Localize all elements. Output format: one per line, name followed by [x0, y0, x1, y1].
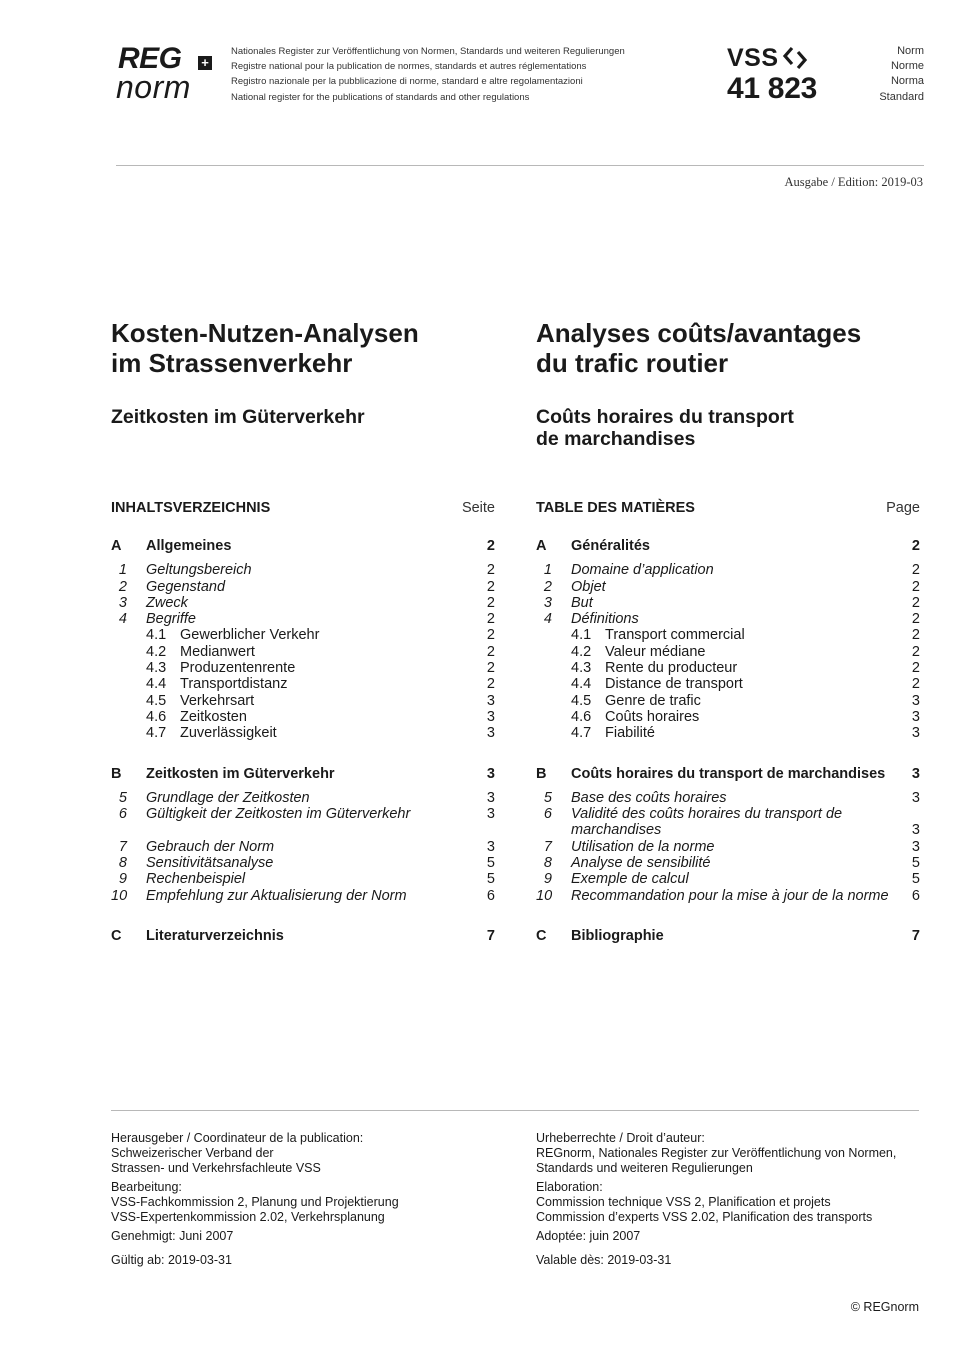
edit-label: Elaboration:: [536, 1180, 603, 1194]
toc-section-b[interactable]: [536, 766, 920, 782]
item-page: 5: [911, 855, 920, 872]
title-fr-line2: du trafic routier: [536, 348, 729, 378]
item-page: 3: [486, 789, 495, 806]
toc-page-label: Seite: [461, 500, 495, 516]
register-line-it: Registro nazionale per la pubblicazione di norme, standard e altre regolamentazioni: [231, 76, 583, 88]
toc-item[interactable]: [536, 579, 920, 595]
doc-type-it: Norma: [890, 75, 924, 88]
copyright-notice: © REGnorm: [850, 1300, 919, 1314]
item-page: 3: [486, 838, 495, 855]
item-number: 8: [118, 855, 127, 872]
item-page: 5: [486, 855, 495, 872]
toc-title: INHALTSVERZEICHNIS: [111, 500, 271, 516]
section-letter: B: [536, 765, 547, 782]
item-label: Grundlage der Zeitkosten: [146, 789, 310, 806]
register-line-fr: Registre national pour la publication de normes, standards et autres réglementations: [231, 61, 587, 73]
subitem-label: Genre de trafic: [605, 692, 701, 709]
toc-item[interactable]: [536, 595, 920, 611]
toc-subitem[interactable]: [111, 725, 495, 741]
toc-item[interactable]: [111, 806, 495, 822]
section-label: Coûts horaires du transport de marchandises: [571, 765, 886, 782]
item-number: 3: [543, 594, 552, 611]
subitem-page: 3: [486, 708, 495, 725]
valid-date: Valable dès: 2019-03-31: [536, 1253, 672, 1267]
item-number: 2: [118, 578, 127, 595]
vss-arrows-icon: [782, 46, 808, 70]
title-de: [111, 318, 495, 378]
item-label: Validité des coûts horaires du transport de marchandises: [571, 806, 843, 839]
toc-page-label: Page: [886, 500, 920, 516]
subitem-label: Zuverlässigkeit: [180, 725, 277, 742]
register-description: [231, 44, 625, 105]
toc-subitem[interactable]: [111, 693, 495, 709]
subitem-label: Coûts horaires: [605, 708, 700, 725]
toc-de: [111, 498, 495, 944]
subitem-label: Transportdistanz: [180, 676, 288, 693]
toc-subitem[interactable]: [536, 709, 920, 725]
toc-subitem[interactable]: [111, 709, 495, 725]
subitem-page: 2: [911, 676, 920, 693]
item-number: 10: [536, 887, 553, 904]
register-line-en: National register for the publications of standards and other regulations: [231, 91, 530, 103]
subitem-number: 4.6: [571, 708, 592, 725]
item-number: 2: [543, 578, 552, 595]
subitem-page: 3: [911, 692, 920, 709]
subtitle-de-line1: Zeitkosten im Güterverkehr: [111, 406, 365, 428]
item-page: 2: [486, 611, 495, 628]
item-page: 2: [486, 562, 495, 579]
item-label: Analyse de sensibilité: [571, 855, 711, 872]
toc-section-a[interactable]: [536, 538, 920, 554]
title-de-line1: Kosten-Nutzen-Analysen: [111, 318, 419, 348]
german-column: [111, 318, 495, 944]
vss-logo: [727, 44, 808, 72]
toc-section-a[interactable]: [111, 538, 495, 554]
subitem-page: 3: [911, 725, 920, 742]
subtitle-de: [111, 406, 365, 428]
item-page: 6: [911, 887, 920, 904]
toc-item[interactable]: [536, 871, 920, 887]
subitem-number: 4.3: [146, 660, 167, 677]
doc-type-en: Standard: [879, 90, 924, 103]
item-page: 3: [911, 822, 920, 839]
publisher-line: Schweizerischer Verband der: [111, 1146, 274, 1160]
copyright-line: Standards und weiteren Regulierungen: [536, 1161, 753, 1175]
toc-item[interactable]: [111, 611, 495, 627]
item-number: 7: [118, 838, 127, 855]
regnorm-logo: [116, 44, 214, 106]
subitem-label: Valeur médiane: [605, 643, 706, 660]
vss-logo-text: VSS: [727, 44, 779, 72]
subtitle-fr-line2: de marchandises: [536, 428, 696, 450]
edit-line: VSS-Fachkommission 2, Planung und Projektierung: [111, 1195, 399, 1209]
section-label: Allgemeines: [146, 538, 232, 554]
toc-item[interactable]: [536, 790, 920, 806]
subitem-label: Produzentenrente: [180, 660, 296, 677]
toc-header: [536, 498, 920, 518]
item-page: 6: [486, 887, 495, 904]
item-label: But: [571, 594, 593, 611]
subitem-number: 4.4: [146, 676, 167, 693]
section-page: 2: [911, 538, 920, 554]
item-page: 2: [911, 562, 920, 579]
item-number: 9: [118, 871, 127, 888]
toc-header: [111, 498, 495, 518]
toc-subitem[interactable]: [111, 627, 495, 643]
toc-item[interactable]: [536, 888, 920, 904]
item-page: 3: [911, 789, 920, 806]
subitem-number: 4.7: [571, 725, 592, 742]
subitem-page: 3: [486, 725, 495, 742]
item-number: 8: [543, 855, 552, 872]
item-label: Exemple de calcul: [571, 871, 689, 888]
subitem-page: 2: [911, 660, 920, 677]
toc-fr: [536, 498, 920, 944]
item-number: 5: [118, 789, 127, 806]
publisher-label: Herausgeber / Coordinateur de la publication:: [111, 1131, 364, 1145]
subitem-number: 4.5: [571, 692, 592, 709]
item-page: 2: [486, 578, 495, 595]
item-label: Rechenbeispiel: [146, 871, 246, 888]
copyright-label: Urheberrechte / Droit d’auteur:: [536, 1131, 705, 1145]
subitem-label: Gewerblicher Verkehr: [180, 627, 320, 644]
section-letter: C: [536, 927, 547, 944]
title-fr: [536, 318, 920, 378]
title-fr-line1: Analyses coûts/avantages: [536, 318, 862, 348]
subitem-label: Transport commercial: [605, 627, 745, 644]
item-number: 4: [118, 611, 127, 628]
subitem-number: 4.6: [146, 708, 167, 725]
subtitle-fr: [536, 406, 794, 450]
french-column: [536, 318, 920, 944]
toc-item[interactable]: [536, 806, 920, 839]
logo-reg-text: REG: [118, 42, 182, 75]
item-number: 6: [118, 806, 127, 823]
toc-subitem[interactable]: [111, 660, 495, 676]
item-number: 1: [118, 562, 127, 579]
item-page: 2: [486, 594, 495, 611]
subitem-label: Medianwert: [180, 643, 255, 660]
section-page: 3: [486, 765, 495, 782]
subitem-page: 2: [486, 660, 495, 677]
subitem-page: 2: [911, 627, 920, 644]
toc-subitem[interactable]: [536, 644, 920, 660]
item-number: 9: [543, 871, 552, 888]
toc-subitem[interactable]: [111, 676, 495, 692]
footer-de: [111, 1131, 511, 1272]
item-number: 6: [543, 806, 552, 823]
item-label: Begriffe: [146, 611, 196, 628]
toc-subitem[interactable]: [536, 725, 920, 741]
section-page: 2: [486, 538, 495, 554]
section-letter: A: [111, 538, 122, 554]
toc-subitem[interactable]: [111, 644, 495, 660]
toc-item[interactable]: [111, 579, 495, 595]
edit-line: VSS-Expertenkommission 2.02, Verkehrsplanung: [111, 1210, 385, 1224]
section-page: 3: [911, 765, 920, 782]
item-number: 7: [543, 838, 552, 855]
edit-line: Commission d’experts VSS 2.02, Planification des transports: [536, 1210, 873, 1224]
header-divider: [116, 165, 924, 166]
item-number: 3: [118, 594, 127, 611]
subitem-page: 2: [486, 676, 495, 693]
section-label: Bibliographie: [571, 927, 664, 944]
item-page: 3: [911, 838, 920, 855]
item-label: Objet: [571, 578, 606, 595]
toc-section-c[interactable]: [111, 928, 495, 944]
section-letter: C: [111, 927, 122, 944]
item-label: Gültigkeit der Zeitkosten im Güterverkehr: [146, 806, 411, 823]
toc-item[interactable]: [536, 855, 920, 871]
toc-item[interactable]: [111, 839, 495, 855]
subitem-number: 4.2: [146, 643, 167, 660]
toc-item[interactable]: [111, 595, 495, 611]
item-page: 2: [911, 578, 920, 595]
subitem-page: 2: [486, 643, 495, 660]
subtitle-fr-line1: Coûts horaires du transport: [536, 406, 794, 428]
item-label: Recommandation pour la mise à jour de la norme: [571, 887, 889, 904]
section-page: 7: [486, 927, 495, 944]
toc-section-c[interactable]: [536, 928, 920, 944]
toc-item[interactable]: [536, 611, 920, 627]
toc-item[interactable]: [111, 871, 495, 887]
item-number: 5: [543, 789, 552, 806]
section-letter: B: [111, 765, 122, 782]
edit-label: Bearbeitung:: [111, 1180, 182, 1194]
item-label: Utilisation de la norme: [571, 838, 715, 855]
item-number: 4: [543, 611, 552, 628]
item-number: 1: [543, 562, 552, 579]
toc-item[interactable]: [111, 790, 495, 806]
toc-subitem[interactable]: [536, 693, 920, 709]
section-label: Literaturverzeichnis: [146, 927, 284, 944]
item-label: Zweck: [146, 594, 188, 611]
approved-date: Adoptée: juin 2007: [536, 1229, 641, 1243]
toc-subitem[interactable]: [536, 676, 920, 692]
item-page: 5: [911, 871, 920, 888]
toc-item[interactable]: [111, 855, 495, 871]
section-letter: A: [536, 538, 547, 554]
section-label: Zeitkosten im Güterverkehr: [146, 765, 335, 782]
item-label: Gegenstand: [146, 578, 226, 595]
valid-date: Gültig ab: 2019-03-31: [111, 1253, 232, 1267]
swiss-cross-icon: +: [198, 56, 212, 70]
toc-subitem[interactable]: [536, 660, 920, 676]
publisher-line: Strassen- und Verkehrsfachleute VSS: [111, 1161, 321, 1175]
toc-section-b[interactable]: [111, 766, 495, 782]
edition-label: Ausgabe / Edition: 2019-03: [784, 175, 923, 189]
subitem-number: 4.3: [571, 660, 592, 677]
item-label: Empfehlung zur Aktualisierung der Norm: [146, 887, 407, 904]
toc-item[interactable]: [111, 562, 495, 578]
item-page: 5: [486, 871, 495, 888]
subitem-number: 4.7: [146, 725, 167, 742]
item-label: Geltungsbereich: [146, 562, 252, 579]
title-de-line2: im Strassenverkehr: [111, 348, 353, 378]
register-line-de: Nationales Register zur Veröffentlichung von Normen, Standards und weiteren Regulierungen: [231, 46, 625, 57]
toc-item[interactable]: [536, 562, 920, 578]
toc-item[interactable]: [536, 839, 920, 855]
subitem-label: Distance de transport: [605, 676, 743, 693]
doc-type-de: Norm: [897, 45, 924, 57]
copyright-line: REGnorm, Nationales Register zur Veröffentlichung von Normen,: [536, 1146, 897, 1160]
doc-type-fr: Norme: [890, 60, 924, 73]
section-page: 7: [911, 927, 920, 944]
standard-number: 41 823: [727, 72, 817, 105]
item-label: Sensitivitätsanalyse: [146, 855, 274, 872]
toc-item[interactable]: [111, 888, 495, 904]
subitem-page: 2: [911, 643, 920, 660]
subitem-page: 2: [486, 627, 495, 644]
item-label: Définitions: [571, 611, 639, 628]
footer-divider: [111, 1110, 919, 1111]
item-page: 3: [486, 806, 495, 823]
subitem-label: Rente du producteur: [605, 660, 738, 677]
item-label: Gebrauch der Norm: [146, 838, 275, 855]
footer-fr: [536, 1131, 926, 1272]
subitem-number: 4.2: [571, 643, 592, 660]
subitem-page: 3: [486, 692, 495, 709]
section-label: Généralités: [571, 538, 650, 554]
subitem-label: Zeitkosten: [180, 708, 247, 725]
toc-subitem[interactable]: [536, 627, 920, 643]
subitem-number: 4.4: [571, 676, 592, 693]
item-label: Domaine d’application: [571, 562, 714, 579]
item-page: 2: [911, 611, 920, 628]
subitem-label: Fiabilité: [605, 725, 655, 742]
edit-line: Commission technique VSS 2, Planification et projets: [536, 1195, 831, 1209]
subitem-number: 4.5: [146, 692, 167, 709]
toc-title: TABLE DES MATIÈRES: [536, 500, 695, 516]
item-number: 10: [111, 887, 128, 904]
item-page: 2: [911, 594, 920, 611]
logo-norm-text: norm: [116, 69, 191, 105]
subitem-page: 3: [911, 708, 920, 725]
subitem-number: 4.1: [571, 627, 592, 644]
subitem-label: Verkehrsart: [180, 692, 255, 709]
subitem-number: 4.1: [146, 627, 167, 644]
approved-date: Genehmigt: Juni 2007: [111, 1229, 234, 1243]
document-type: [879, 44, 924, 105]
item-label: Base des coûts horaires: [571, 789, 727, 806]
